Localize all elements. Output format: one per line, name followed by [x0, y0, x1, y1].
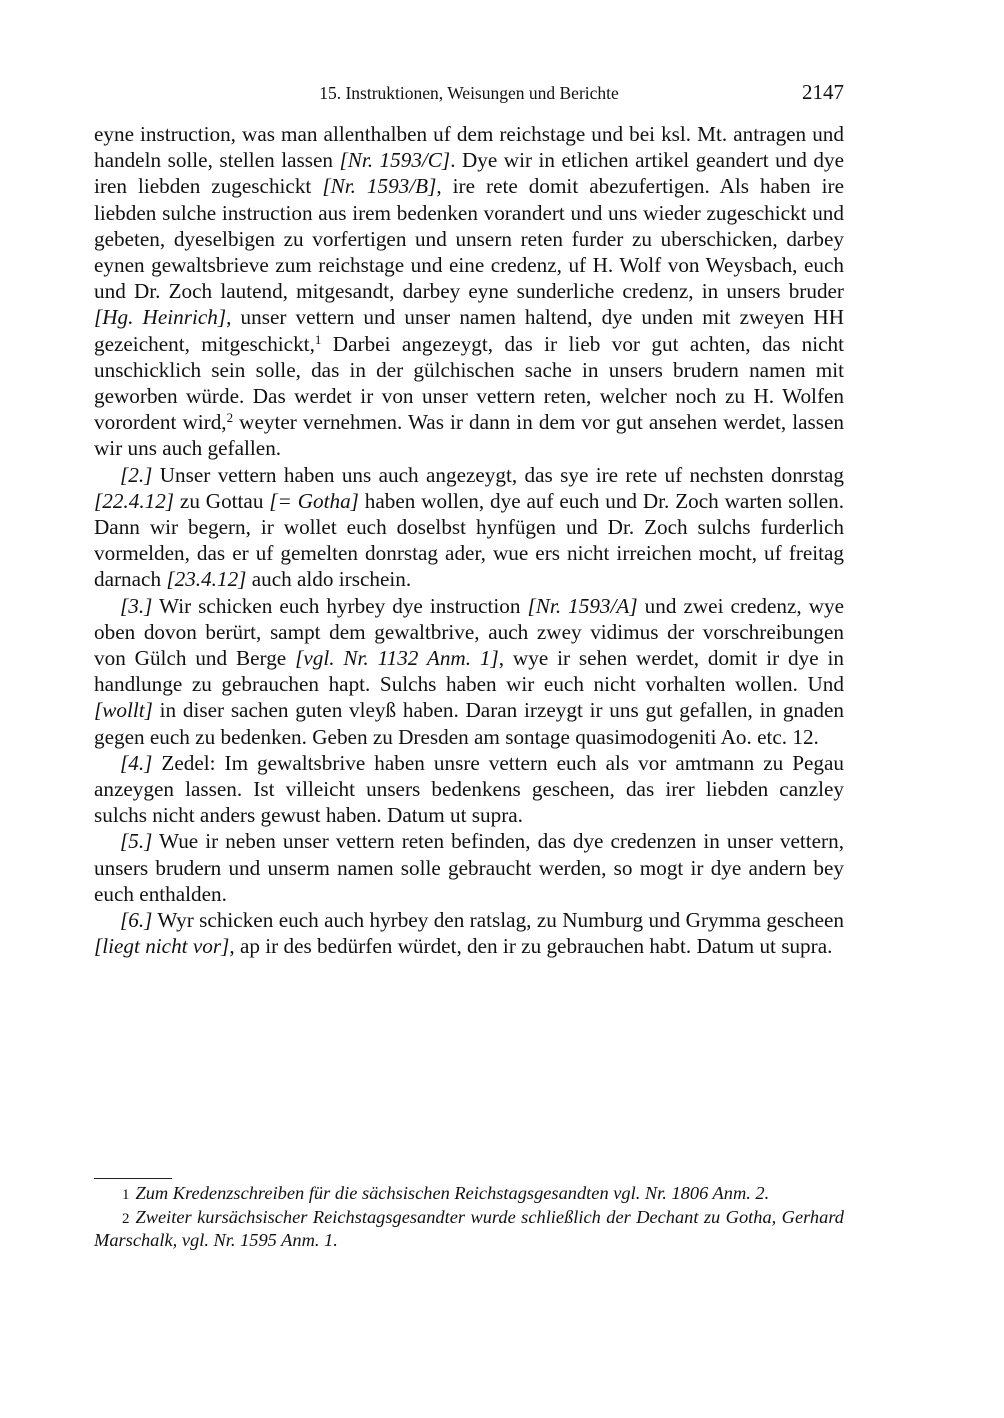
footnote-2	[94, 1207, 844, 1252]
running-head	[94, 80, 844, 108]
paragraph-5	[94, 828, 844, 907]
editorial-reference: [22.4.12]	[94, 488, 175, 513]
text-run: Darbei angezeygt, das ir lieb vor gut achten, das nicht unschicklich sein solle, das in der gülchischen sache in unsers brudern namen mit geworben würde. Das werdet ir von unser vettern reten, welcher noch zu H. Wolfen vorordent wird,	[94, 331, 844, 435]
editorial-reference: [wollt]	[94, 698, 153, 723]
section-marker: [6.]	[120, 908, 153, 933]
paragraph-1	[94, 121, 844, 462]
running-title: 15. Instruktionen, Weisungen und Berichte	[319, 83, 619, 103]
text-run: . Dye wir in etlichen artikel geandert und dye iren liebden zugeschickt	[94, 148, 844, 199]
editorial-reference: [Hg. Heinrich]	[94, 305, 227, 330]
footnote-marker[interactable]: 1	[314, 331, 322, 347]
footnote-number: 1	[122, 1187, 130, 1203]
text-run: , wye ir sehen werdet, domit ir dye in handlunge zu gebrauchen hapt. Sulchs haben wir euch nicht vorhalten wollen. Und	[94, 646, 844, 697]
editorial-reference: [Nr. 1593/C]	[339, 148, 451, 173]
section-marker: [4.]	[120, 750, 153, 775]
footnote-marker[interactable]: 2	[226, 410, 234, 426]
footnote-1	[94, 1183, 844, 1207]
text-run: , ap ir des bedürfen würdet, den ir zu gebrauchen habt. Datum ut supra.	[229, 934, 833, 959]
text-run: Unser vettern haben uns auch angezeygt, das sye ire rete uf nechsten donrstag	[152, 462, 844, 487]
text-run: eyne instruction, was man allenthalben uf dem reichstage und bei ksl. Mt. antragen und handeln solle, stellen lassen	[94, 122, 844, 173]
text-run: Zedel: Im gewaltsbrive haben unsre vettern euch als vor amtmann zu Pegau anzeygen lassen. Ist villeicht unsers bedenkens gescheen, das irer liebden canzley sulchs nicht anders gewust haben. Datum ut supra.	[94, 750, 844, 828]
footnote-divider	[94, 1178, 172, 1179]
text-run: und zwei credenz, wye oben dovon berürt, sampt dem gewaltbrive, auch zwey vidimus der vorschreibungen von Gülch und Berge	[94, 593, 844, 671]
editorial-reference: [vgl. Nr. 1132 Anm. 1]	[295, 646, 499, 671]
paragraph-6	[94, 907, 844, 959]
text-run: , unser vettern und unser namen haltend, dye unden mit zweyen HH gezeichent, mitgeschickt,	[94, 305, 845, 356]
editorial-reference: [23.4.12]	[166, 567, 247, 592]
text-run: Wue ir neben unser vettern reten befinden, das dye credenzen in unser vettern, unsers brudern und unserm namen solle gebraucht werden, so mogt ir dye andern bey euch enthalden.	[94, 829, 844, 906]
editorial-reference: [Nr. 1593/B]	[322, 174, 437, 199]
paragraph-4	[94, 750, 844, 829]
paragraph-3	[94, 593, 844, 750]
footnote-text: Zweiter kursächsischer Reichstagsgesandter wurde schließlich der Dechant zu Gotha, Gerhard Marschalk, vgl. Nr. 1595 Anm. 1.	[94, 1206, 844, 1250]
editorial-reference: [Nr. 1593/A]	[527, 593, 638, 618]
text-run: in diser sachen guten vleyß haben. Daran irzeygt ir uns gut gefallen, in gnaden gegen euch zu bedenken. Geben zu Dresden am sontage quasimodogeniti Ao. etc. 12.	[94, 698, 844, 749]
footnote-text: Zum Kredenzschreiben für die sächsischen Reichstagsgesandten vgl. Nr. 1806 Anm. 2.	[135, 1183, 770, 1203]
text-run: haben wollen, dye auf euch und Dr. Zoch warten sollen. Dann wir begern, ir wollet euch doselbst hynfügen und Dr. Zoch sulchs furderlich vormelden, das er uf gemelten donrstag ader, wue ers nicht irreichen mocht, uf freitag darnach	[94, 488, 845, 592]
text-run: , ire rete domit abezufertigen. Als haben ire liebden sulche instruction aus irem bedenken vorandert und uns wieder zugeschickt und gebeten, dyeselbigen zu vorfertigen und unsern reten furder zu uberschicken, darbey eynen gewaltsbrieve zum reichstage und eine credenz, uf H. Wolf von Weysbach, euch und Dr. Zoch lautend, mitgesandt, darbey eyne sunderliche credenz, in unsers bruder	[94, 174, 844, 304]
editorial-reference: [= Gotha]	[269, 488, 359, 513]
section-marker: [2.]	[120, 462, 153, 487]
body-text	[94, 121, 844, 960]
footnote-number: 2	[122, 1210, 130, 1227]
editorial-reference: [liegt nicht vor]	[94, 934, 230, 959]
text-run: Wyr schicken euch auch hyrbey den ratslag, zu Numburg und Grymma gescheen	[152, 908, 844, 933]
text-run: auch aldo irschein.	[246, 567, 412, 592]
text-run: Wir schicken euch hyrbey dye instruction	[152, 593, 528, 618]
paragraph-2	[94, 462, 844, 593]
text-run: weyter vernehmen. Was ir dann in dem vor gut ansehen werdet, lassen wir uns auch gefallen.	[94, 410, 844, 461]
section-marker: [3.]	[120, 593, 153, 618]
section-marker: [5.]	[120, 829, 153, 854]
footnotes	[94, 1183, 844, 1252]
text-run: zu Gottau	[174, 488, 270, 513]
page-number: 2147	[802, 80, 844, 104]
